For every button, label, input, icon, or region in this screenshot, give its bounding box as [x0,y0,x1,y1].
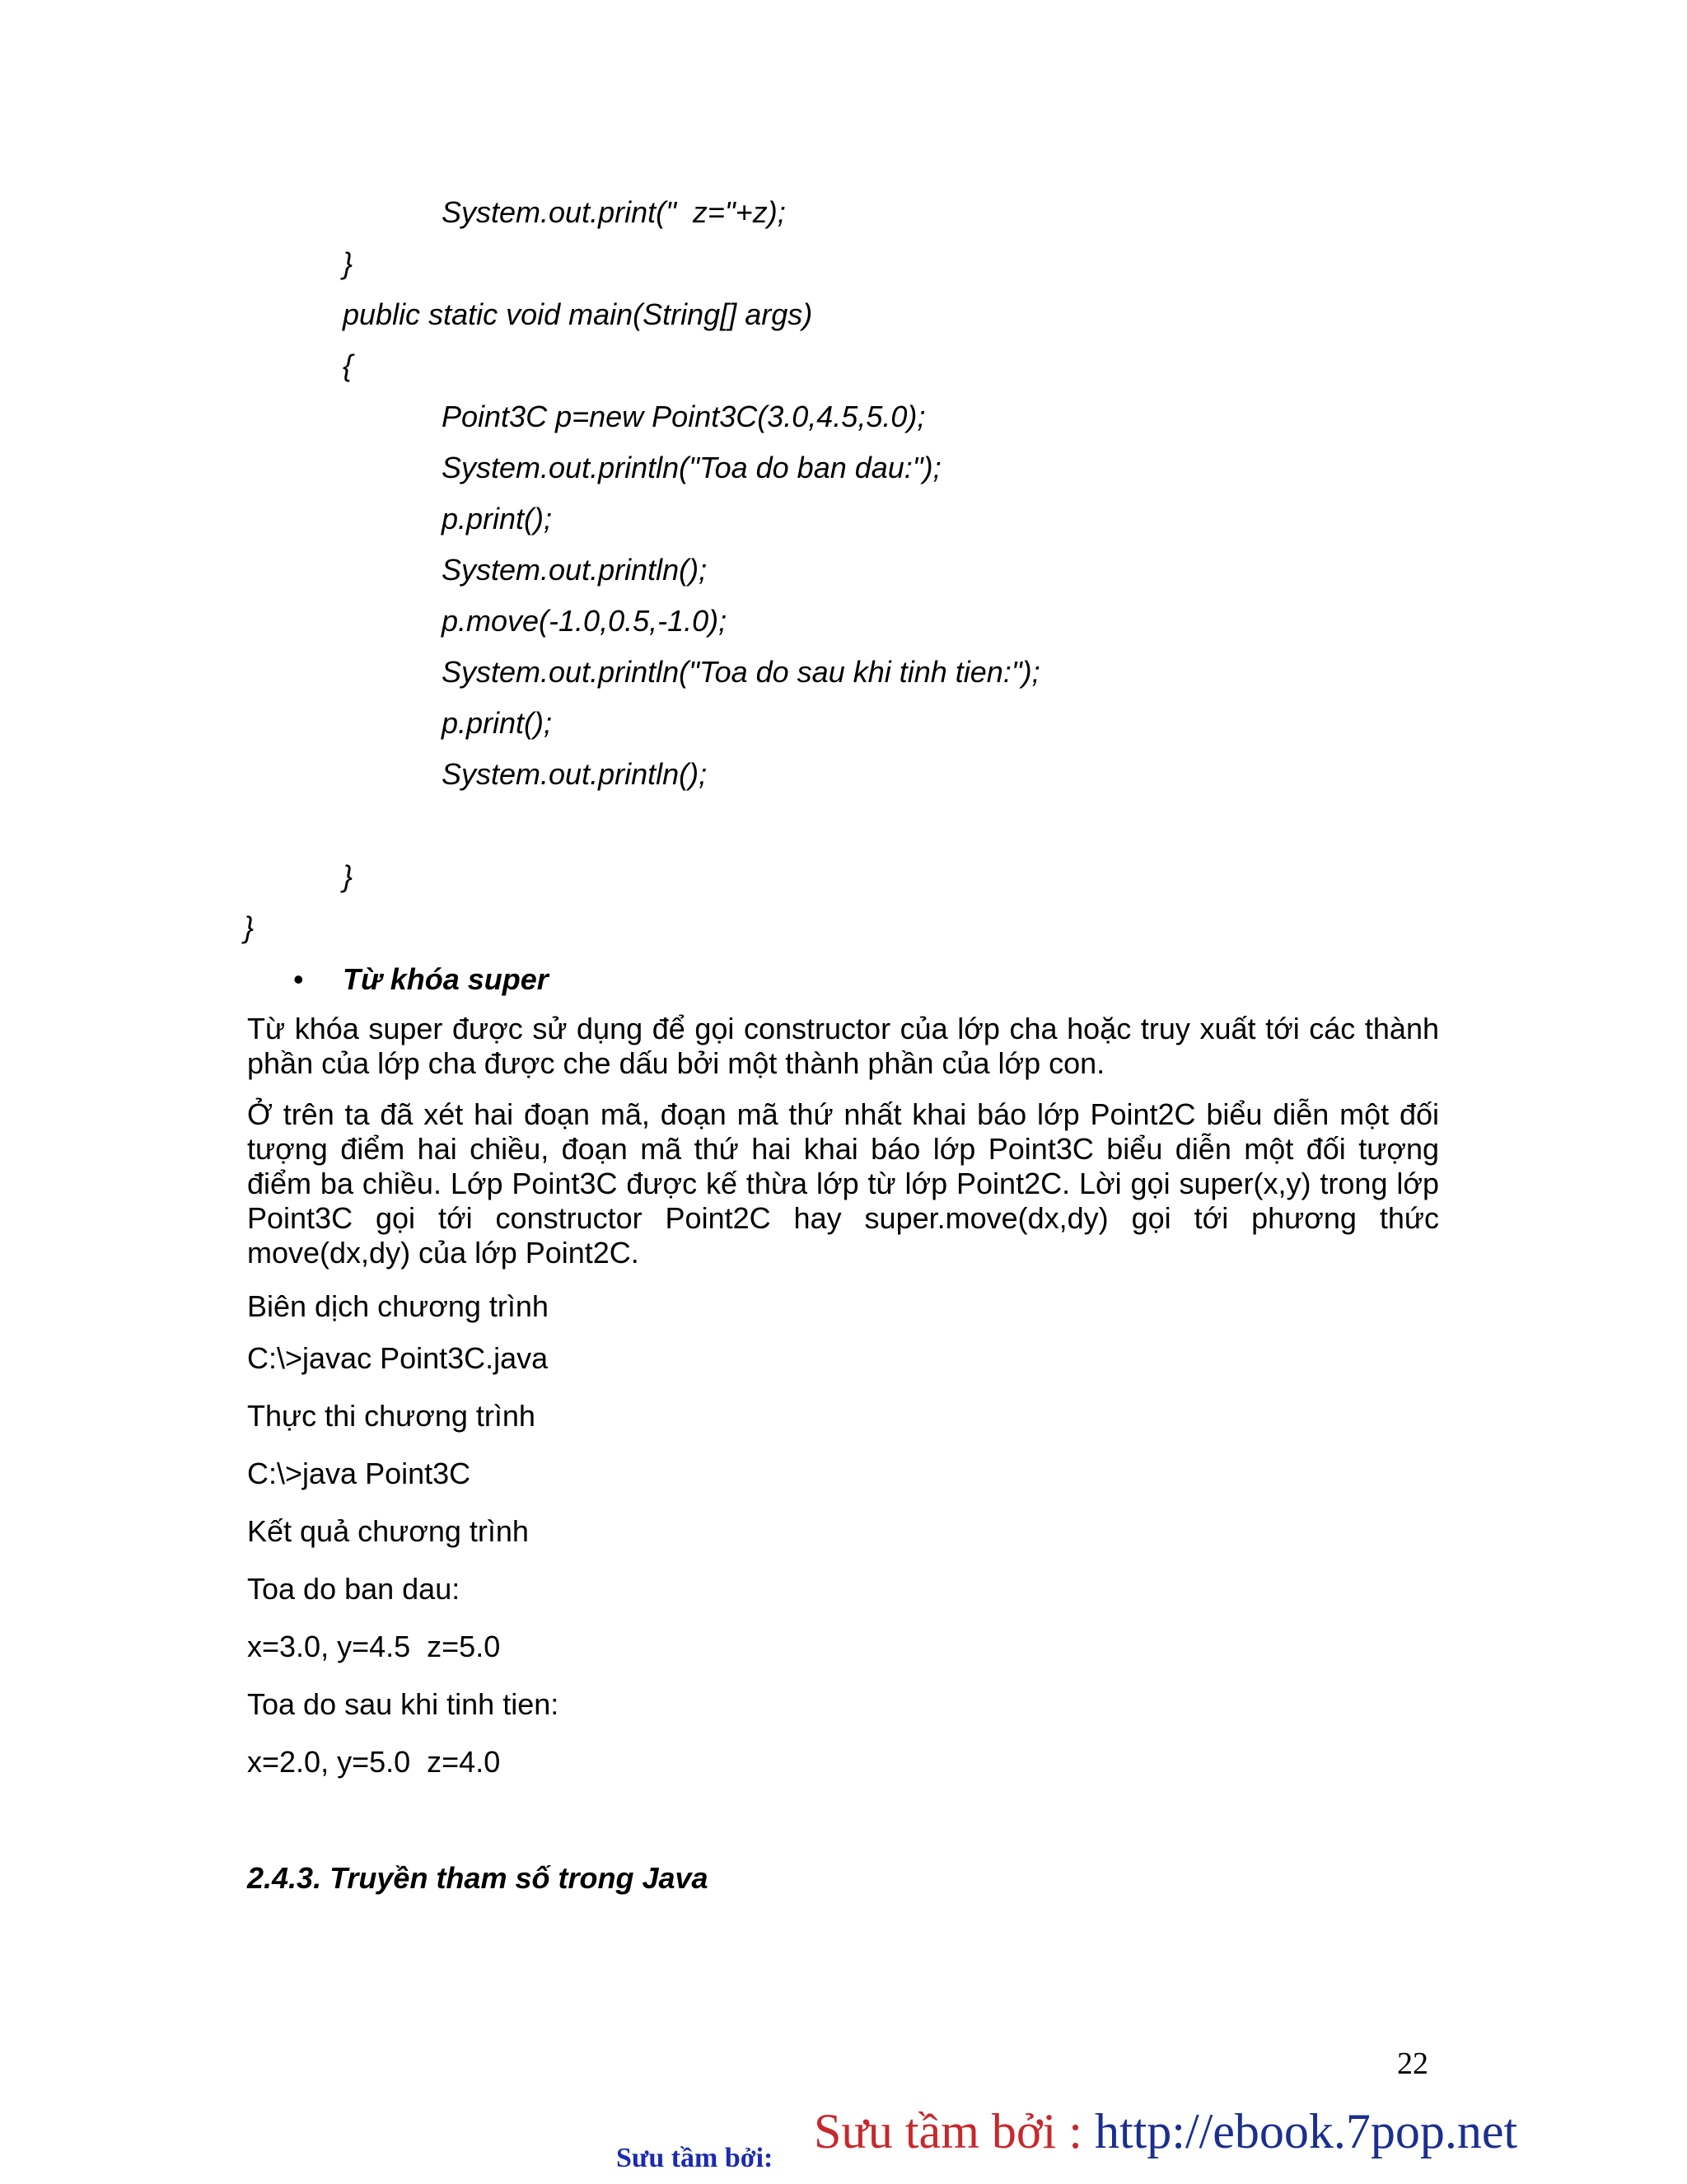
code-line: } [244,910,255,944]
step-line: x=2.0, y=5.0 z=4.0 [247,1745,501,1779]
code-line: System.out.print(" z="+z); [442,195,786,229]
watermark [814,2102,1517,2160]
bullet-heading: Từ khóa super [343,962,549,996]
paragraph: Ở trên ta đã xét hai đoạn mã, đoạn mã thứ nhất khai báo lớp Point2C biểu diễn một đối tượng điểm hai chiều, đoạn mã thứ hai khai báo lớp Point3C biểu diễn một đối tượng điểm ba chiều. Lớp Point3C được kế thừa lớp từ lớp Point2C. Lời gọi super(x,y) trong lớp Point3C gọi tới constructor Point2C hay super.move(dx,dy) gọi tới phương thức move(dx,dy) của lớp Point2C. [247,1097,1439,1270]
paragraph: Từ khóa super được sử dụng để gọi constructor của lớp cha hoặc truy xuất tới các thành phần của lớp cha được che dấu bởi một thành phần của lớp con. [247,1012,1439,1080]
section-heading: 2.4.3. Truyền tham số trong Java [247,1861,708,1895]
step-line: Biên dịch chương trình [247,1289,549,1323]
step-line: C:\>javac Point3C.java [247,1341,549,1375]
code-line: p.print(); [442,706,553,740]
code-line: public static void main(String[] args) [343,297,813,331]
code-line: } [343,859,353,893]
footer-credit: Sưu tầm bởi: [616,2143,773,2173]
step-line: Toa do ban dau: [247,1572,460,1606]
step-line: x=3.0, y=4.5 z=5.0 [247,1630,501,1663]
code-line: System.out.println(); [442,757,708,791]
step-line: C:\>java Point3C [247,1457,471,1490]
step-line: Toa do sau khi tinh tien: [247,1687,559,1721]
watermark-url: http://ebook.7pop.net [1094,2104,1518,2158]
code-line: p.print(); [442,502,553,535]
code-line: System.out.println("Toa do ban dau:"); [442,451,942,484]
code-line: System.out.println(); [442,553,708,587]
code-line: p.move(-1.0,0.5,-1.0); [442,604,727,638]
code-line: Point3C p=new Point3C(3.0,4.5,5.0); [442,400,926,433]
step-line: Kết quả chương trình [247,1514,529,1548]
code-line: { [343,348,353,382]
step-line: Thực thi chương trình [247,1399,535,1433]
bullet-marker: • [293,962,304,996]
code-line: System.out.println("Toa do sau khi tinh tien:"); [442,655,1040,689]
code-line: } [343,246,353,280]
page-number: 22 [1397,2046,1428,2081]
watermark-prefix: Sưu tầm bởi : [814,2104,1095,2158]
